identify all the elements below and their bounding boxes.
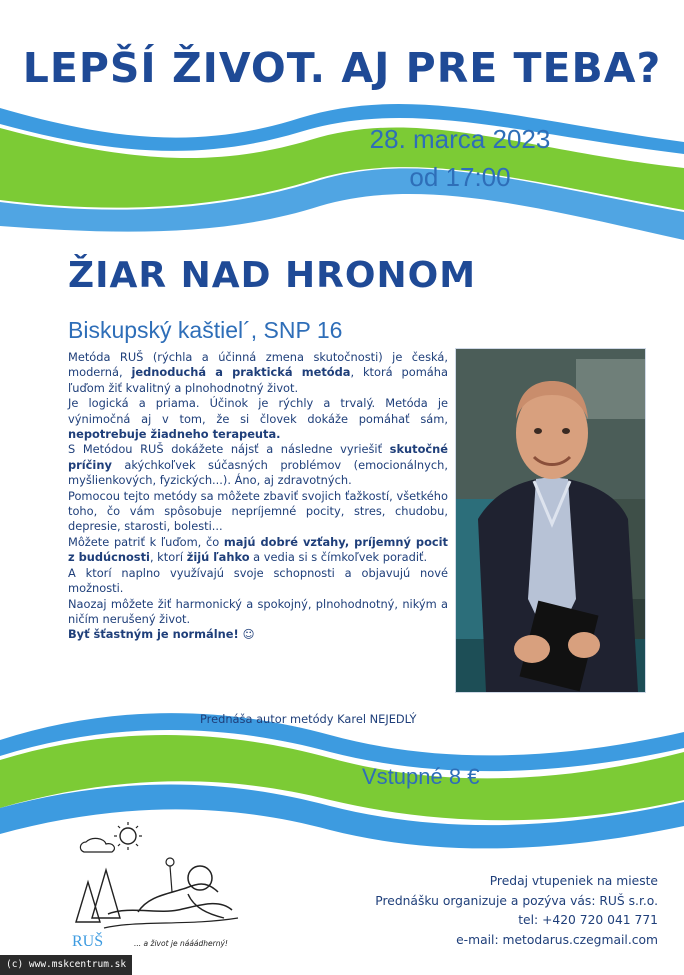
headline: LEPŠÍ ŽIVOT. AJ PRE TEBA? xyxy=(22,44,662,92)
paragraph: Naozaj môžete žiť harmonický a spokojný, plnohodnotný, nikým a ničím nerušený život. xyxy=(68,596,448,626)
event-venue: Biskupský kaštiel´, SNP 16 xyxy=(68,317,343,343)
event-city: ŽIAR NAD HRONOM xyxy=(68,255,477,296)
logo-tagline: ... a život je nááádherný! xyxy=(134,939,228,948)
copyright-badge: (c) www.mskcentrum.sk xyxy=(0,955,132,975)
speaker-photo xyxy=(455,348,646,693)
slogan: Byť šťastným je normálne! ☺ xyxy=(68,627,255,642)
description xyxy=(68,350,448,643)
entry-fee: Vstupné 8 € xyxy=(362,764,480,789)
logo-wordmark: RUŠ xyxy=(72,933,104,950)
rus-logo xyxy=(68,822,280,957)
phone: tel: +420 720 041 771 xyxy=(518,913,658,928)
event-time: od 17:00 xyxy=(409,162,511,192)
paragraph: Môžete patriť k ľuďom, čo majú dobré vzťahy, príjemný pocit z budúcnosti, ktorí žijú ľahko a vedia si s čímkoľvek poradiť. xyxy=(68,534,448,565)
paragraph: S Metódou RUŠ dokážete nájsť a následne vyriešiť skutočné príčiny akýchkoľvek súčasných problémov (emocionálnych, myšlienkových, fyzických...). Áno, aj zdravotných. xyxy=(68,442,448,488)
logo-illustration xyxy=(68,822,280,957)
paragraph: Pomocou tejto metódy sa môžete zbaviť svojich ťažkostí, všetkého toho, čo vám spôsobuje nepríjemné pocity, stres, chudobu, depresie, starosti, bolesti... xyxy=(68,488,448,534)
organizer: Prednášku organizuje a pozýva vás: RUŠ s.r.o. xyxy=(375,893,658,908)
ticket-info: Predaj vtupeniek na mieste xyxy=(489,874,658,888)
speaker-credit: Prednáša autor metódy Karel NEJEDLÝ xyxy=(200,712,417,726)
event-date: 28. marca 2023 xyxy=(369,124,551,154)
email: e-mail: metodarus.czegmail.com xyxy=(456,932,658,947)
paragraph: A ktorí naplno využívajú svoje schopnosti a objavujú nové možnosti. xyxy=(68,565,448,596)
paragraph: Metóda RUŠ (rýchla a účinná zmena skutočnosti) je česká, moderná, jednoduchá a praktická metóda, ktorá pomáha ľuďom žiť kvalitný a plnohodnotný život. xyxy=(68,350,448,395)
organizer-info xyxy=(375,872,658,950)
paragraph: Je logická a priama. Účinok je rýchly a trvalý. Metóda je výnimočná aj v tom, že si človek dokáže pomáhať sám, nepotrebuje žiadneho terapeuta. xyxy=(68,396,448,442)
